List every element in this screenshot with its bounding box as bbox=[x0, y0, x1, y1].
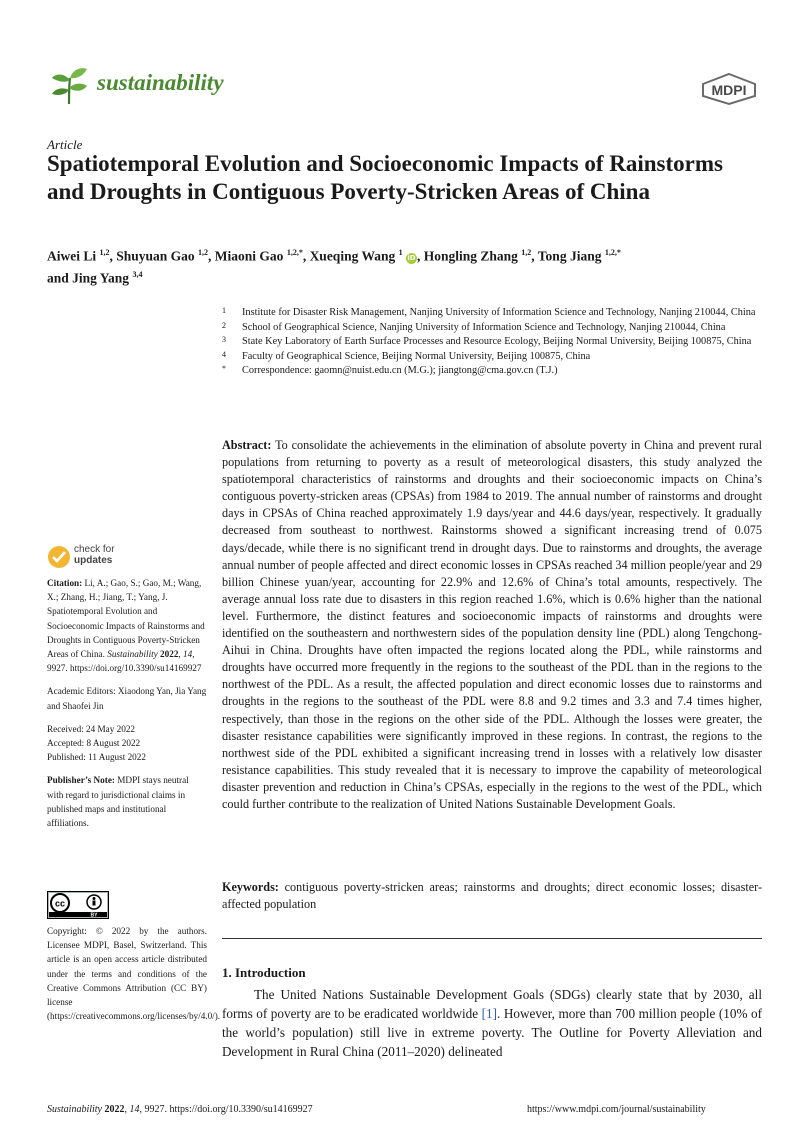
publisher-note-text: MDPI stays neutral with regard to jurisdictional claims in published maps and institutional affiliations. bbox=[47, 775, 189, 829]
author-list: Aiwei Li $^{1,2}$, Shuyuan Gao $^{1,2}$, Miaoni Gao $^{1,2,*}$, Xueqing Wang $^1$ iD, Hongling Zhang $^{1,2}$, Tong Jiang $^{1,2,*}$ and Jing Yang $^{3,4}$ bbox=[47, 248, 621, 285]
author[interactable]: Shuyuan Gao bbox=[116, 248, 195, 264]
citation: Citation: Li, A.; Gao, S.; Gao, M.; Wang, X.; Zhang, H.; Jiang, T.; Yang, J. Spatiotemporal Evolution and Socioeconomic Impacts of Rainstorms and Droughts in Contiguous Poverty-Stricken Areas of China. Sustainability 2022, 14, 9927. https://doi.org/10.3390/su14169927 bbox=[47, 578, 205, 674]
cc-by-license-icon[interactable] bbox=[47, 891, 109, 919]
intro-text-part2: . However, more than 700 million people (10% of the world’s population) still live in extreme poverty. The Outline for Poverty Alleviation and Development in Rural China (2011–2020) delineated bbox=[222, 1006, 762, 1059]
affiliation bbox=[222, 306, 762, 321]
footer-volume: 14 bbox=[129, 1104, 140, 1115]
footer-journal-url[interactable]: https://www.mdpi.com/journal/sustainability bbox=[527, 1104, 706, 1115]
affiliation bbox=[222, 321, 762, 336]
received-date: Received: 24 May 2022 bbox=[47, 723, 136, 734]
check-for-updates-button[interactable] bbox=[47, 543, 167, 573]
affiliation-text: State Key Laboratory of Earth Surface Processes and Resource Ecology, Beijing Normal University, Beijing 100875, China bbox=[242, 336, 752, 348]
affiliation-text: School of Geographical Science, Nanjing University of Information Science and Technology, Nanjing 210044, China bbox=[242, 321, 726, 333]
publisher-note-label: Publisher’s Note: bbox=[47, 775, 115, 786]
author-affiliation-marker: 1,2,* bbox=[604, 248, 621, 257]
author[interactable]: Aiwei Li bbox=[47, 248, 97, 264]
author[interactable]: Tong Jiang bbox=[537, 248, 602, 264]
citation-journal: Sustainability bbox=[107, 649, 158, 660]
academic-editors: Academic Editors: Xiaodong Yan, Jia Yang and Shaofei Jin bbox=[47, 686, 207, 711]
article-title: Spatiotemporal Evolution and Socioeconomic Impacts of Rainstorms and Droughts in Contiguous Poverty-Stricken Areas of China bbox=[47, 151, 723, 204]
keywords-label: Keywords: bbox=[222, 880, 279, 894]
footer-doi[interactable]: , 9927. https://doi.org/10.3390/su14169927 bbox=[139, 1104, 313, 1115]
affiliation bbox=[222, 350, 762, 365]
cc-by-label: BY bbox=[90, 912, 98, 919]
mdpi-logo bbox=[700, 72, 758, 106]
correspondence-text[interactable]: Correspondence: gaomn@nuist.edu.cn (M.G.); jiangtong@cma.gov.cn (T.J.) bbox=[242, 365, 558, 377]
check-updates-line1: check for bbox=[74, 544, 115, 555]
author-affiliation-marker: 3,4 bbox=[132, 269, 143, 279]
affiliation-text: Institute for Disaster Risk Management, Nanjing University of Information Science and Technology, Nanjing 210044, China bbox=[242, 307, 756, 318]
keywords bbox=[222, 879, 762, 913]
affiliation-number: 2 bbox=[222, 320, 226, 330]
published-date: Published: 11 August 2022 bbox=[47, 752, 146, 763]
citation-label: Citation: bbox=[47, 578, 83, 588]
plant-leaf-icon bbox=[47, 64, 91, 108]
orcid-icon[interactable]: iD bbox=[407, 253, 416, 262]
section-heading: 1. Introduction bbox=[222, 965, 306, 980]
author-affiliation-marker: 1 bbox=[398, 248, 403, 257]
author-affiliation-marker: 1,2 bbox=[99, 248, 110, 257]
journal-name: sustainability bbox=[97, 70, 224, 95]
dates bbox=[47, 722, 207, 765]
abstract-label: Abstract: bbox=[222, 438, 272, 452]
author[interactable]: Jing Yang bbox=[72, 270, 130, 285]
section-divider bbox=[222, 938, 762, 939]
keywords-text: contiguous poverty-stricken areas; rainstorms and droughts; direct economic losses; disaster-affected population bbox=[222, 880, 763, 912]
author[interactable]: Miaoni Gao bbox=[214, 248, 284, 264]
abstract-text: To consolidate the achievements in the elimination of absolute poverty in China and prevent rural populations from returning to poverty as a result of meteorological disasters, this study analyzed the spatiotemporal characteristics of rainstorms and droughts and their socioeconomic impacts on China’s contiguous poverty-stricken areas (CPSAs) from 1984 to 2019. The annual number of rainstorms and drought days in CPSAs of China reached approximately 1.9 days/year and 44.6 days/year, respectively. It gradually decreased from southeast to northwest. Rainstorms showed a significant increasing trend of 0.075 days/decade, while there is no significant trend in drought days. Due to rainstorms and droughts, the average annual number of people affected and direct economic losses in CPSAs reached 34 million people/year and 29 billion Chinese yuan/year, accounting for 22.9% and 12.6% of China’s total amounts, respectively. The average annual loss rate due to disasters in this region reached 1.6%, which is 0.6% higher than the national level. Furthermore, the distinct features and socioeconomic impacts of rainstorms and droughts were identified on the southeastern and northwestern sides of the population density line (PDL) along Tengchong-Aihui in China. Droughts have often impacted the regions located along the PDL, while rainstorms and droughts have occurred more frequently in the regions to the southeast of the PDL than in the regions to the northwest of the PDL. As a result, the affected population and direct economic losses due to rainstorms and droughts in the regions to the southeast of the PDL were 8.8 and 9.2 times and 3.3 and 7.4 times higher, respectively, than those in the regions on the other side of the PDL. Although the losses were greater, the disaster resistance capabilities were significantly improved in these regions. In contrast, the regions to the northwest side of the PDL exhibited a significant increasing trend in losses with a relatively low disaster resistance capabilities. This study revealed that it is necessary to improve the capability of meteorological disaster prevention and reduction in China’s CPSAs, especially in the regions to the west of the PDL, which could further contribute to the realization of United Nations Sustainable Development Goals. bbox=[222, 438, 762, 811]
author-affiliation-marker: 1,2,* bbox=[286, 248, 303, 257]
check-updates-icon bbox=[47, 545, 71, 569]
author[interactable]: Xueqing Wang bbox=[309, 248, 396, 264]
affiliation-number: * bbox=[222, 364, 226, 374]
sidebar bbox=[47, 576, 207, 839]
citation-pages: 9927. bbox=[47, 663, 68, 674]
svg-text:MDPI: MDPI bbox=[711, 82, 747, 98]
affiliation-number: 3 bbox=[222, 335, 226, 345]
correspondence bbox=[222, 364, 762, 379]
cc-label: cc bbox=[54, 898, 66, 909]
citation-volume: 14 bbox=[183, 649, 193, 660]
author-affiliation-marker: 1,2 bbox=[198, 248, 209, 257]
footer-journal: Sustainability bbox=[47, 1104, 102, 1115]
and-word: and bbox=[47, 270, 69, 285]
citation-link[interactable]: [1] bbox=[481, 1006, 497, 1021]
citation-text: Li, A.; Gao, S.; Gao, M.; Wang, X.; Zhang, H.; Jiang, T.; Yang, J. Spatiotemporal Evolution and Socioeconomic Impacts of Rainstorms and Droughts in Contiguous Poverty-Stricken Areas of China. bbox=[47, 578, 205, 660]
affiliation-number: 4 bbox=[222, 349, 226, 359]
affiliation-number: 1 bbox=[222, 306, 226, 315]
publisher-note bbox=[47, 773, 207, 830]
affiliation-text: Faculty of Geographical Science, Beijing Normal University, Beijing 100875, China bbox=[242, 350, 591, 362]
citation-year: 2022 bbox=[160, 649, 179, 660]
accepted-date: Accepted: 8 August 2022 bbox=[47, 738, 141, 749]
article-type: Article bbox=[47, 137, 83, 152]
footer-citation: Sustainability 2022, 14, 9927. https://doi.org/10.3390/su14169927 bbox=[47, 1104, 313, 1115]
check-updates-line2: updates bbox=[74, 555, 113, 566]
introduction-paragraph bbox=[222, 985, 762, 1061]
affiliation bbox=[222, 335, 762, 350]
citation-doi-link[interactable]: https://doi.org/10.3390/su14169927 bbox=[69, 663, 202, 674]
copyright-notice: Copyright: © 2022 by the authors. Licensee MDPI, Basel, Switzerland. This article is an open access article distributed under the terms and conditions of the Creative Commons Attribution (CC BY) license (https://creativecommons.org/licenses/by/4.0/). bbox=[47, 926, 221, 1022]
abstract bbox=[222, 437, 762, 813]
intro-text-part1: The United Nations Sustainable Development Goals (SDGs) clearly state that by 2030, all forms of poverty are to be eradicated worldwide bbox=[222, 987, 762, 1021]
author-affiliation-marker: 1,2 bbox=[521, 248, 532, 257]
footer-year: 2022 bbox=[104, 1104, 125, 1115]
author[interactable]: Hongling Zhang bbox=[423, 248, 518, 264]
affiliations bbox=[222, 306, 762, 379]
